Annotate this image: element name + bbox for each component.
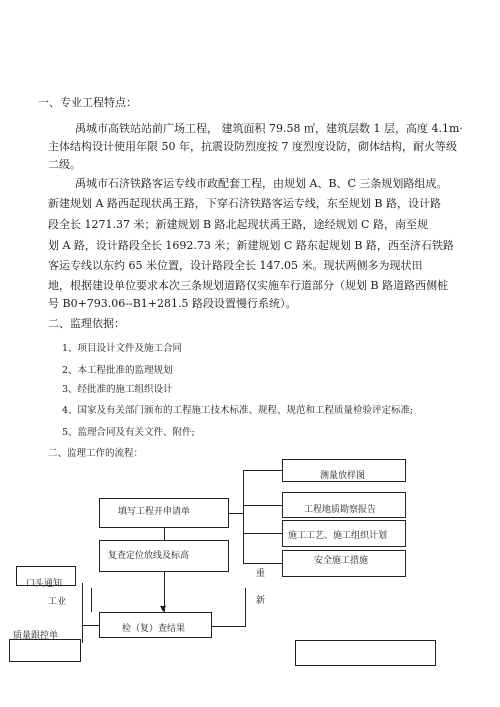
arrow-down-icon: ▼	[160, 604, 167, 613]
flow-box-verbal-label: 口头通知	[26, 579, 63, 589]
connector-line	[243, 470, 282, 471]
list-item: 2、本工程批准的监理规划	[62, 365, 173, 376]
list-item: 5、监理合同及有关文件、附件;	[62, 427, 195, 438]
paragraph-line: 划 A 路，设计路段全长 1692.73 米；新建规划 C 路东起规划 B 路，西至济石铁路	[48, 239, 454, 252]
paragraph-line: 段全长 1271.37 米；新建规划 B 路北起现状禹王路，途经规划 C 路，南至规	[48, 218, 428, 231]
flow-box-survey-label: 测量放样图	[320, 471, 366, 481]
flow-box-geology-label: 工程地质勘察报告	[304, 505, 377, 515]
section-heading-3: 二、监理工作的流程：	[48, 448, 144, 459]
paragraph-line: 二级。	[48, 158, 81, 171]
flow-redo-label-1: 重	[256, 569, 266, 579]
connector-line	[229, 513, 243, 514]
connector-line	[212, 626, 246, 627]
paragraph-line: 客运专线以东约 65 米位置，设计路段全长 147.05 米。现状两侧多为现状田	[48, 259, 423, 272]
connector-line	[82, 625, 99, 626]
connector-line	[245, 588, 246, 626]
paragraph-line: 禹城市石济铁路客运专线市政配套工程，由规划 A、B、C 三条规划路组成。	[75, 177, 448, 190]
flow-box-process-label: 施工工艺、施工组织计划	[288, 531, 388, 541]
list-item: 4、国家及有关部门颁布的工程施工技术标准、规程、规范和工程质量检验评定标准;	[62, 405, 414, 416]
flow-box-apply-label: 填写工程开申请单	[118, 507, 191, 517]
connector-line	[243, 505, 282, 506]
paragraph-line: 禹城市高铁站站前广场工程， 建筑面积 79.58 ㎡，建筑层数 1 层，高度 4.1m·	[75, 122, 463, 135]
flow-box-control-label: 质量跟控单	[13, 631, 59, 641]
flow-box-review-label: 复查定位放线及标高	[108, 551, 190, 561]
connector-line	[164, 528, 165, 540]
list-item: 1、项目设计文件及施工合同	[62, 343, 183, 354]
connector-line	[243, 533, 282, 534]
paragraph-line: 号 B0+793.06--B1+281.5 路段设置慢行系统）。	[48, 297, 297, 310]
flow-stop-label: 工业	[48, 597, 67, 607]
flow-box-check-label: 检（复）查结果	[122, 624, 186, 634]
paragraph-line: 主体结构设计使用年限 50 年，抗震设防烈度按 7 度烈度设防，砌体结构，耐火等级	[48, 140, 457, 153]
paragraph-line: 地，根据建设单位要求本次三条规划道路仅实施车行道部分（规划 B 路道路西侧桩	[48, 279, 449, 292]
flow-box-safety-label: 安全施工措施	[314, 556, 369, 566]
list-item: 3、经批准的施工组织设计	[62, 384, 173, 395]
connector-line	[82, 583, 83, 643]
connector-line	[243, 563, 282, 564]
paragraph-line: 新建规划 A 路西起现状禹王路，下穿石济铁路客运专线，东至规划 B 路，设计路	[48, 197, 442, 210]
section-heading-1: 一、专业工程特点：	[38, 96, 137, 109]
section-heading-2: 二、监理依据：	[48, 317, 125, 330]
connector-line	[91, 588, 92, 612]
flow-redo-label-2: 新	[256, 596, 266, 606]
flow-box-empty	[295, 640, 436, 666]
flow-box-control	[9, 639, 81, 662]
connector-line	[243, 470, 244, 564]
